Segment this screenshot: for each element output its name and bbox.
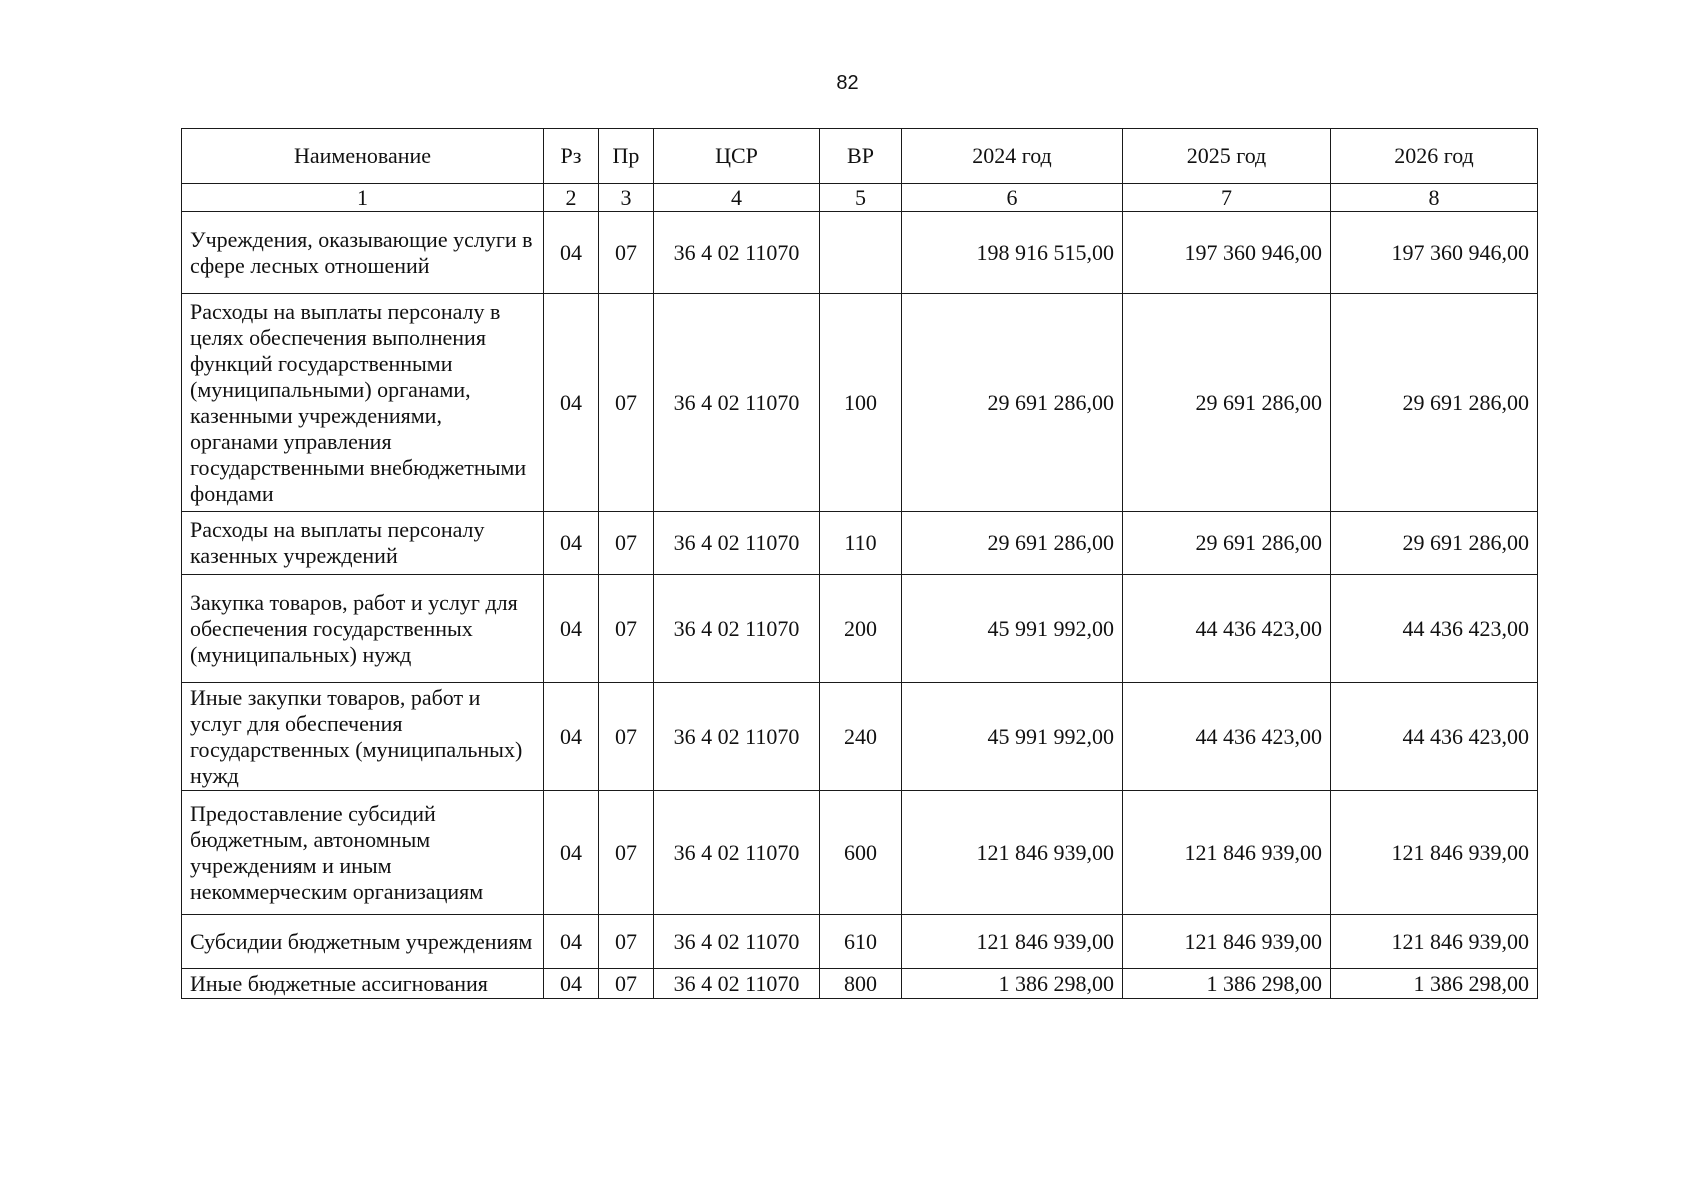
row-pr: 07 (599, 683, 654, 791)
row-name: Расходы на выплаты персоналу казенных учреждений (182, 512, 544, 575)
row-2024: 45 991 992,00 (902, 683, 1123, 791)
row-2025: 44 436 423,00 (1123, 575, 1331, 683)
row-rz: 04 (544, 212, 599, 294)
budget-table (181, 128, 1538, 999)
row-rz: 04 (544, 683, 599, 791)
row-name: Закупка товаров, работ и услуг для обеспечения государственных (муниципальных) нужд (182, 575, 544, 683)
row-vr: 600 (820, 791, 902, 915)
header-rz: Рз (544, 129, 599, 184)
column-number: 2 (544, 184, 599, 212)
header-pr: Пр (599, 129, 654, 184)
row-name: Субсидии бюджетным учреждениям (182, 915, 544, 969)
table-row (182, 294, 1538, 512)
row-2024: 1 386 298,00 (902, 969, 1123, 999)
row-vr: 610 (820, 915, 902, 969)
row-pr: 07 (599, 212, 654, 294)
row-name: Иные закупки товаров, работ и услуг для обеспечения государственных (муниципальных) нужд (182, 683, 544, 791)
row-csr: 36 4 02 11070 (654, 683, 820, 791)
row-rz: 04 (544, 575, 599, 683)
column-number: 5 (820, 184, 902, 212)
row-name: Предоставление субсидий бюджетным, автономным учреждениям и иным некоммерческим организациям (182, 791, 544, 915)
row-2026: 44 436 423,00 (1331, 575, 1538, 683)
row-vr: 240 (820, 683, 902, 791)
row-csr: 36 4 02 11070 (654, 294, 820, 512)
row-pr: 07 (599, 915, 654, 969)
row-name: Учреждения, оказывающие услуги в сфере лесных отношений (182, 212, 544, 294)
row-rz: 04 (544, 969, 599, 999)
row-2026: 44 436 423,00 (1331, 683, 1538, 791)
column-number: 4 (654, 184, 820, 212)
row-2026: 29 691 286,00 (1331, 512, 1538, 575)
row-rz: 04 (544, 915, 599, 969)
row-2026: 197 360 946,00 (1331, 212, 1538, 294)
row-2026: 121 846 939,00 (1331, 791, 1538, 915)
row-pr: 07 (599, 791, 654, 915)
header-2025: 2025 год (1123, 129, 1331, 184)
row-2024: 121 846 939,00 (902, 791, 1123, 915)
row-vr: 800 (820, 969, 902, 999)
row-csr: 36 4 02 11070 (654, 791, 820, 915)
row-rz: 04 (544, 512, 599, 575)
row-csr: 36 4 02 11070 (654, 212, 820, 294)
row-2025: 29 691 286,00 (1123, 294, 1331, 512)
row-name: Расходы на выплаты персоналу в целях обеспечения выполнения функций государственными (муниципальными) органами, казенными учреждениями, органами управления государственными внебюджетными фондами (182, 294, 544, 512)
row-pr: 07 (599, 294, 654, 512)
row-rz: 04 (544, 294, 599, 512)
row-2026: 1 386 298,00 (1331, 969, 1538, 999)
table-row (182, 915, 1538, 969)
row-pr: 07 (599, 969, 654, 999)
column-number: 3 (599, 184, 654, 212)
row-2024: 29 691 286,00 (902, 294, 1123, 512)
table-row (182, 791, 1538, 915)
row-csr: 36 4 02 11070 (654, 575, 820, 683)
row-2025: 197 360 946,00 (1123, 212, 1331, 294)
row-vr (820, 212, 902, 294)
header-name: Наименование (182, 129, 544, 184)
row-name: Иные бюджетные ассигнования (182, 969, 544, 999)
column-number: 1 (182, 184, 544, 212)
row-csr: 36 4 02 11070 (654, 915, 820, 969)
row-2025: 121 846 939,00 (1123, 791, 1331, 915)
row-2024: 121 846 939,00 (902, 915, 1123, 969)
header-vr: ВР (820, 129, 902, 184)
row-2025: 29 691 286,00 (1123, 512, 1331, 575)
row-2024: 45 991 992,00 (902, 575, 1123, 683)
table-row (182, 683, 1538, 791)
row-vr: 200 (820, 575, 902, 683)
header-2026: 2026 год (1331, 129, 1538, 184)
header-2024: 2024 год (902, 129, 1123, 184)
header-csr: ЦСР (654, 129, 820, 184)
row-2026: 121 846 939,00 (1331, 915, 1538, 969)
row-pr: 07 (599, 512, 654, 575)
table-row (182, 512, 1538, 575)
table-row (182, 969, 1538, 999)
row-2024: 29 691 286,00 (902, 512, 1123, 575)
row-2025: 1 386 298,00 (1123, 969, 1331, 999)
row-rz: 04 (544, 791, 599, 915)
row-2026: 29 691 286,00 (1331, 294, 1538, 512)
column-number: 8 (1331, 184, 1538, 212)
table-row (182, 212, 1538, 294)
row-2025: 121 846 939,00 (1123, 915, 1331, 969)
column-number-row (182, 184, 1538, 212)
row-2025: 44 436 423,00 (1123, 683, 1331, 791)
column-number: 7 (1123, 184, 1331, 212)
row-pr: 07 (599, 575, 654, 683)
page-number: 82 (836, 72, 859, 94)
row-vr: 100 (820, 294, 902, 512)
column-number: 6 (902, 184, 1123, 212)
row-csr: 36 4 02 11070 (654, 512, 820, 575)
row-vr: 110 (820, 512, 902, 575)
table-row (182, 575, 1538, 683)
row-csr: 36 4 02 11070 (654, 969, 820, 999)
header-row (182, 129, 1538, 184)
row-2024: 198 916 515,00 (902, 212, 1123, 294)
